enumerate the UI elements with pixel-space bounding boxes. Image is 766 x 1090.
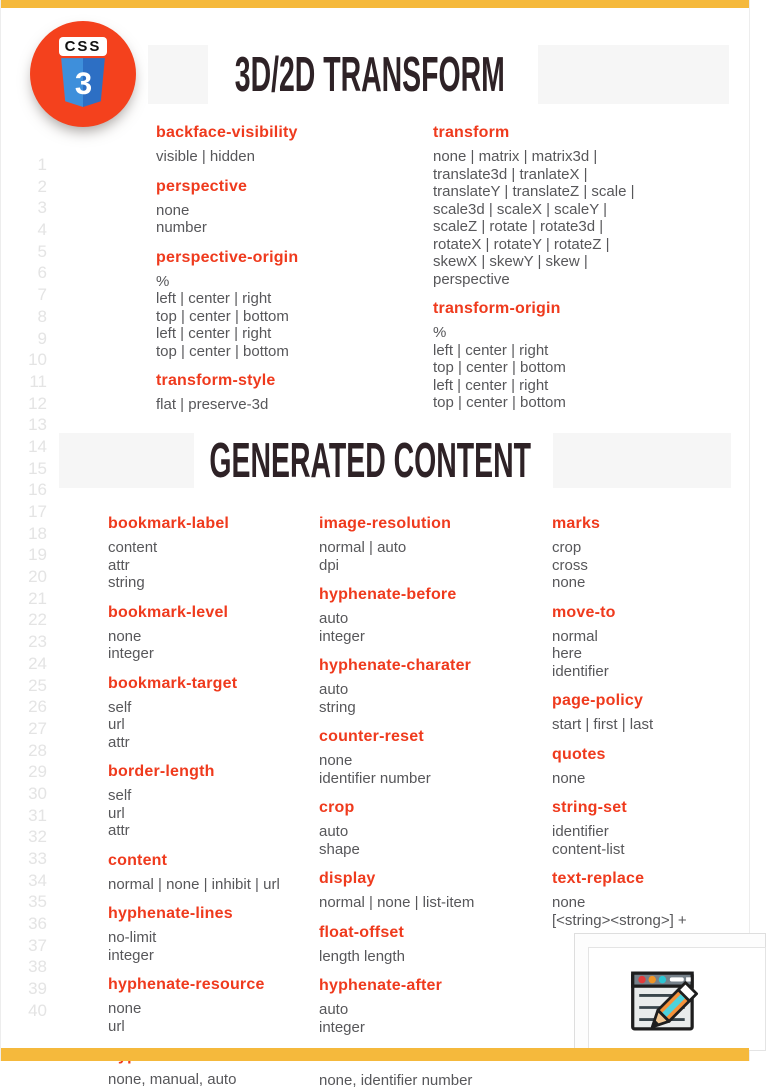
line-number: 34 [28,870,47,890]
line-number: 8 [37,306,47,326]
property-content [108,852,313,894]
property-name: float-offset [319,923,405,941]
property-values-line: string [319,698,356,716]
property-values-line: no-limit [108,929,157,946]
property-values-line: rotateX | rotateY | rotateZ | [433,235,610,253]
property-name: page-policy [552,692,644,709]
section1-title [1,45,739,104]
property-values-line: dpi [319,556,340,574]
line-number: 10 [28,350,47,370]
property-crop [319,799,539,858]
property-values-line: attr [108,733,130,751]
svg-text:3: 3 [74,65,93,101]
property-name: hyphenate-resource [108,976,265,993]
bottom-accent-bar [1,1048,749,1061]
property-values-line: auto [319,681,349,698]
property-values-line: content-list [552,840,625,858]
property-values-line: auto [319,1001,349,1018]
property-transform-style [156,372,421,414]
line-number: 19 [28,545,47,565]
transform-column-left [156,112,421,414]
property-values-line: integer [319,1018,365,1036]
line-number: 37 [28,935,47,955]
property-string-set [552,799,742,858]
property-name: display [319,870,376,887]
property-values-line: normal | none | list-item [319,894,475,911]
property-values-line: url [108,1017,125,1035]
property-name: bookmark-level [108,603,229,621]
line-number: 33 [28,849,47,868]
line-number: 22 [28,610,47,630]
property-values-line: none [108,1000,142,1017]
property-values-line: none [552,894,586,911]
property-values-line: top | center | bottom [433,394,566,411]
property-text-replace [552,870,742,929]
property-values-line: number [156,219,207,236]
line-number: 26 [28,697,47,717]
line-number: 24 [28,653,47,673]
property-name: perspective [156,177,248,195]
line-number: 17 [28,502,47,521]
property-perspective [156,178,421,237]
line-number: 32 [28,827,47,847]
property-border-length [108,763,313,840]
property-values-line: flat | preserve-3d [156,396,269,413]
property-hyphenate-charater [319,657,539,716]
property-image-resolution [319,515,539,574]
property-name: hyphenate-charater [319,657,472,674]
line-number: 20 [28,567,47,587]
property-name: bookmark-target [108,674,238,692]
property-values-line: url [108,804,125,822]
line-number: 1 [37,155,47,174]
property-hyphenate-before [319,586,539,645]
property-bookmark-label [108,515,313,592]
property-values-line: attr [108,556,130,574]
line-number: 23 [28,632,47,652]
property-values-line: top | center | bottom [156,307,289,325]
line-number: 39 [28,979,47,999]
property-values-line: left | center | right [156,325,272,342]
property-name: crop [319,799,355,816]
property-backface-visibility [156,124,421,166]
property-values-line: none [552,574,586,591]
line-number: 38 [28,957,47,977]
css3-logo-label: CSS [59,37,108,56]
property-values-line: identifier number [319,769,431,787]
property-values-line: none [108,627,142,645]
property-values-line: top | center | bottom [156,342,289,360]
property-transform [433,124,728,288]
property-values-line: visible | hidden [156,148,255,165]
line-number: 21 [28,588,47,608]
line-number: 5 [37,241,47,261]
property-values-line: left | center | right [433,341,549,359]
property-values-line: translate3d | tranlateX | [433,165,588,183]
line-number: 29 [28,762,47,782]
section2-title-text: GENERATED CONTENT [209,433,531,488]
line-number: 9 [37,328,47,348]
line-number: 27 [28,718,47,738]
browser-edit-icon [629,962,707,1040]
property-values-line: url [108,716,125,733]
property-values-line: perspective [433,270,510,288]
line-number: 35 [28,892,47,912]
line-number: 16 [28,480,47,500]
property-name: border-length [108,763,215,780]
property-display [319,870,539,912]
property-name: text-replace [552,870,645,887]
property-name: image-resolution [319,515,452,532]
property-values-line: none, manual, auto [108,1071,237,1088]
property-counter-reset [319,728,539,787]
transform-column-right [433,112,728,412]
line-number: 36 [28,914,47,934]
line-number: 25 [28,675,47,695]
line-number: 7 [37,285,47,305]
property-values-line: normal | none | inhibit | url [108,875,280,893]
property-values-line: [<string><strong>] + [552,911,687,929]
property-values-line: normal [552,627,598,645]
line-number: 18 [28,523,47,543]
property-quotes [552,746,742,788]
property-values-line: % [433,324,447,341]
property-values-line: integer [108,645,154,662]
property-values-line: none [319,752,353,769]
property-values-line: none, identifier number [319,1072,473,1089]
top-accent-bar [1,0,749,8]
property-move-to [552,604,742,681]
property-perspective-origin [156,249,421,361]
property-transform-origin [433,300,728,412]
property-values-line: scaleZ | rotate | rotate3d | [433,218,604,235]
generated-column-2 [319,503,539,1090]
property-values-line: left | center | right [433,376,549,394]
property-name: hyphenate-after [319,977,443,994]
property-values-line: content [108,539,158,556]
property-name: perspective-origin [156,248,299,266]
property-name: transform-style [156,372,276,389]
section1-title-text: 3D/2D TRANSFORM [234,47,506,102]
property-values-line: scale3d | scaleX | scaleY | [433,200,608,218]
property-values-line: start | first | last [552,716,654,733]
line-number: 13 [28,415,47,435]
property-hyphenate-lines [108,905,313,964]
section2-title [1,433,739,488]
property-name: marks [552,515,601,532]
line-number-gutter [1,154,47,1022]
property-values-line: none | matrix | matrix3d | [433,148,598,165]
property-values-line: left | center | right [156,290,272,307]
property-marks [552,515,742,592]
property-values-line: identifier [552,823,609,840]
property-page-policy [552,692,742,734]
property-values-line: self [108,698,132,716]
property-float-offset [319,924,539,966]
property-values-line: string [108,574,145,591]
property-values-line: normal | auto [319,539,407,556]
property-values-line: attr [108,822,130,839]
property-values-line: cross [552,556,588,574]
property-values-line: top | center | bottom [433,359,566,376]
line-number: 15 [28,458,47,478]
property-name: transform [433,124,510,141]
property-bookmark-level [108,604,313,663]
line-number: 40 [28,1000,47,1020]
generated-column-3 [552,503,742,929]
property-hyphenate-after [319,977,539,1036]
property-values-line: auto [319,823,349,840]
property-name: hyphenate-before [319,586,457,603]
property-values-line: auto [319,610,349,627]
property-values-line: identifier [552,662,609,680]
property-name: string-set [552,799,627,816]
line-number: 3 [37,198,47,218]
property-values-line: integer [319,627,365,645]
property-name: quotes [552,745,606,763]
line-number: 11 [29,371,47,391]
property-values-line: none [552,769,586,787]
line-number: 2 [37,176,47,196]
line-number: 12 [28,393,47,413]
line-number: 31 [28,805,47,825]
property-values-line: self [108,787,132,804]
property-values-line: % [156,272,170,290]
property-name: hyphenate-lines [108,905,233,922]
property-values-line: translateY | translateZ | scale | [433,183,635,200]
line-number: 28 [28,740,47,760]
line-number: 6 [37,263,47,283]
property-values-line: length length [319,947,405,965]
property-name: bookmark-label [108,515,230,532]
property-name: content [108,851,168,869]
property-values-line: none [156,201,190,219]
line-number: 30 [28,783,47,803]
line-number: 4 [37,220,47,240]
property-name: backface-visibility [156,124,298,141]
property-values-line: here [552,645,583,662]
property-bookmark-target [108,675,313,752]
property-values-line: shape [319,840,360,858]
property-name: move-to [552,603,616,621]
line-number: 14 [28,436,47,456]
property-name: counter-reset [319,728,424,745]
generated-column-1 [108,503,313,1089]
property-hyphenate-resource [108,976,313,1035]
property-name: transform-origin [433,300,561,317]
property-values-line: crop [552,539,582,556]
property-values-line: skewX | skewY | skew | [433,253,588,270]
property-values-line: integer [108,946,154,964]
